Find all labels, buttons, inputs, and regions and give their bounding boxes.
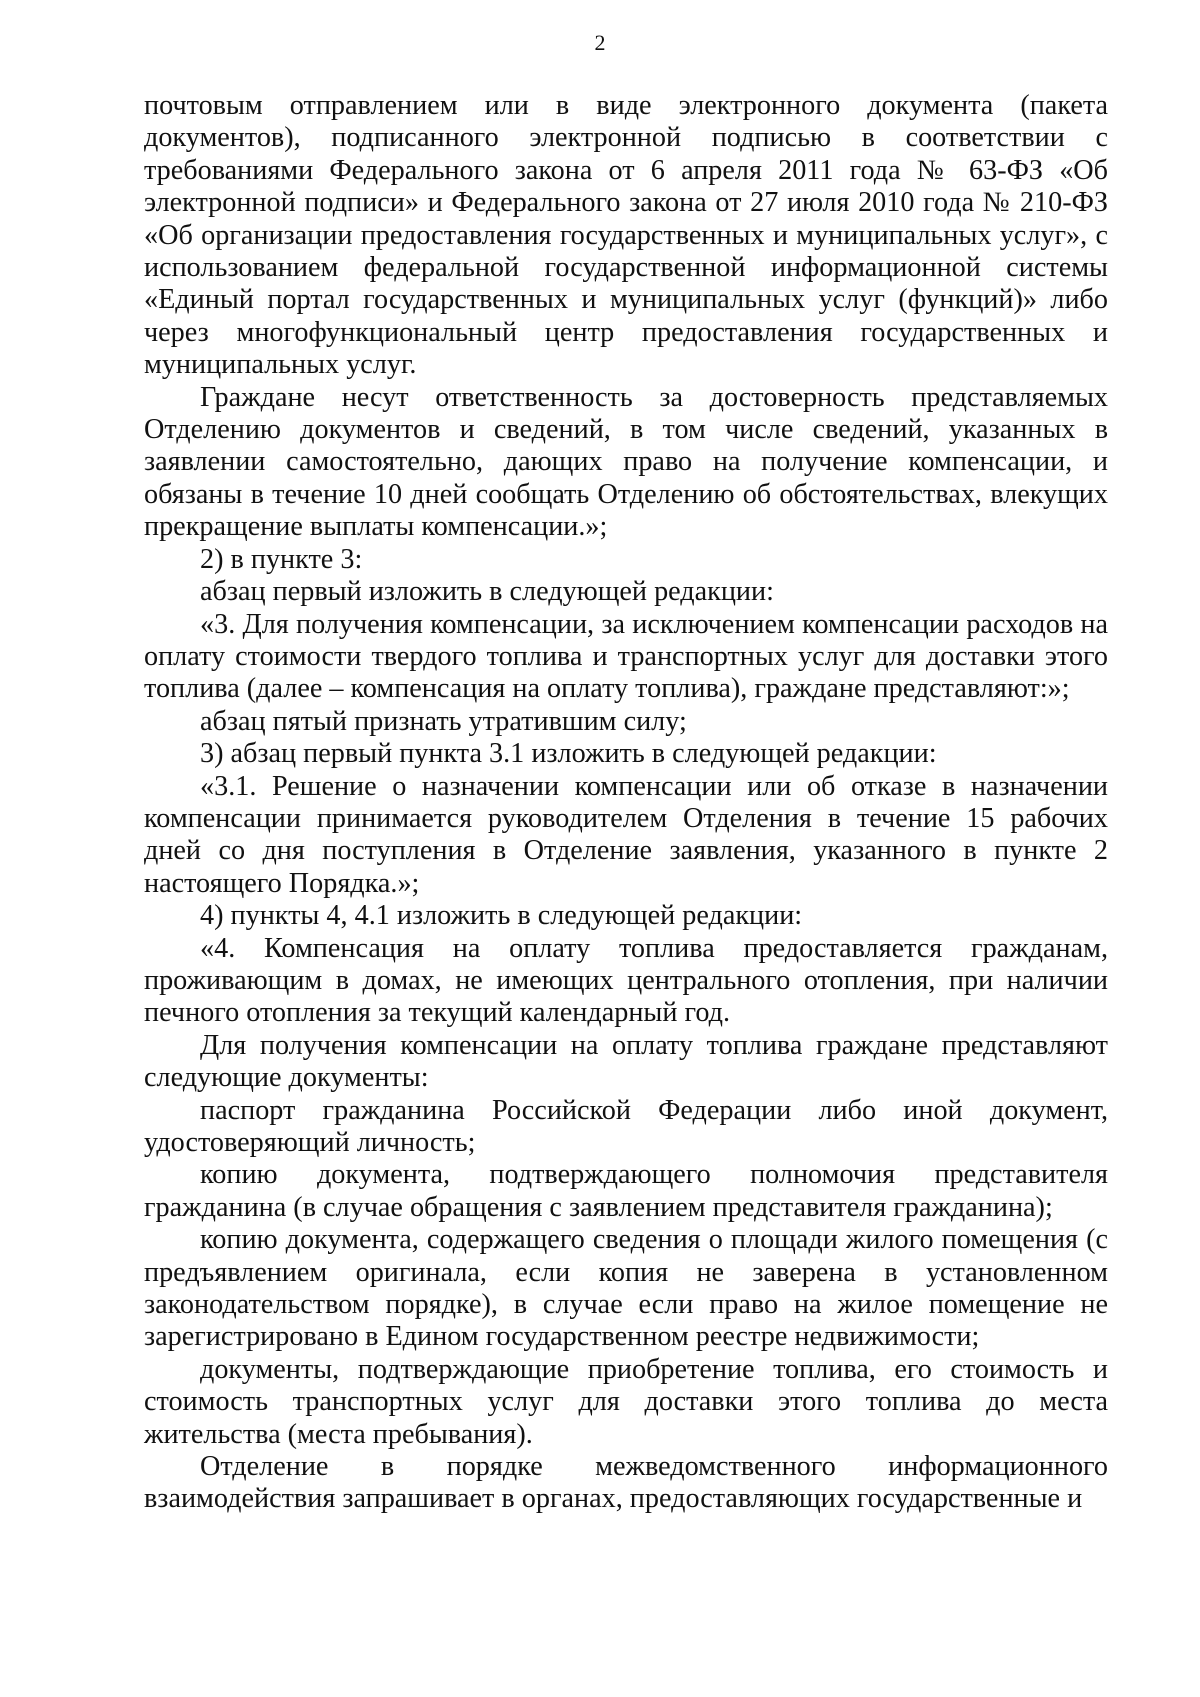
paragraph: паспорт гражданина Российской Федерации либо иной документ, удостоверяющий личность; <box>144 1094 1108 1158</box>
paragraph: Для получения компенсации на оплату топлива граждане представляют следующие документы: <box>144 1029 1108 1094</box>
paragraph: документы, подтверждающие приобретение топлива, его стоимость и стоимость транспортных услуг для доставки этого топлива до места жительства (места пребывания). <box>144 1353 1108 1450</box>
paragraph: 2) в пункте 3: <box>200 543 363 575</box>
paragraph: копию документа, содержащего сведения о площади жилого помещения (с предъявлением оригинала, если копия не заверена в установленном законодательством порядке), в случае если право на жилое помещение не зарегистрировано в Едином государственном реестре недвижимости; <box>144 1224 1108 1353</box>
paragraph: копию документа, подтверждающего полномочия представителя гражданина (в случае обращения с заявлением представителя гражданина); <box>144 1159 1108 1223</box>
paragraph: почтовым отправлением или в виде электронного документа (пакета документов), подписанного электронной подписью в соответствии с требованиями Федерального закона от 6 апреля 2011 года № 63-ФЗ «Об электронной подписи» и Федерального закона от 27 июля 2010 года № 210-ФЗ «Об организации предоставления государственных и муниципальных услуг», с использованием федеральной государственной информационной системы «Единый портал государственных и муниципальных услуг (функций)» либо через многофункциональный центр предоставления государственных и муниципальных услуг. <box>144 90 1108 381</box>
paragraph: 3) абзац первый пункта 3.1 изложить в следующей редакции: <box>200 738 937 770</box>
page-number: 2 <box>594 30 606 55</box>
paragraph: 4) пункты 4, 4.1 изложить в следующей редакции: <box>200 900 803 932</box>
paragraph: «3.1. Решение о назначении компенсации или об отказе в назначении компенсации принимается руководителем Отделения в течение 15 рабочих дней со дня поступления в Отделение заявления, указанного в пункте 2 настоящего Порядка.»; <box>144 770 1108 899</box>
document-body <box>144 90 1108 1516</box>
paragraph: «4. Компенсация на оплату топлива предоставляется гражданам, проживающим в домах, не имеющих центрального отопления, при наличии печного отопления за текущий календарный год. <box>144 932 1108 1029</box>
paragraph: Отделение в порядке межведомственного информационного взаимодействия запрашивает в органах, предоставляющих государственные и <box>144 1451 1108 1515</box>
paragraph: Граждане несут ответственность за достоверность представляемых Отделению документов и сведений, в том числе сведений, указанных в заявлении самостоятельно, дающих право на получение компенсации, и обязаны в течение 10 дней сообщать Отделению об обстоятельствах, влекущих прекращение выплаты компенсации.»; <box>144 381 1108 543</box>
paragraph: абзац первый изложить в следующей редакции: <box>200 576 774 608</box>
paragraph: абзац пятый признать утратившим силу; <box>200 705 687 737</box>
paragraph: «3. Для получения компенсации, за исключением компенсации расходов на оплату стоимости твердого топлива и транспортных услуг для доставки этого топлива (далее – компенсация на оплату топлива), граждане представляют:»; <box>144 608 1108 705</box>
